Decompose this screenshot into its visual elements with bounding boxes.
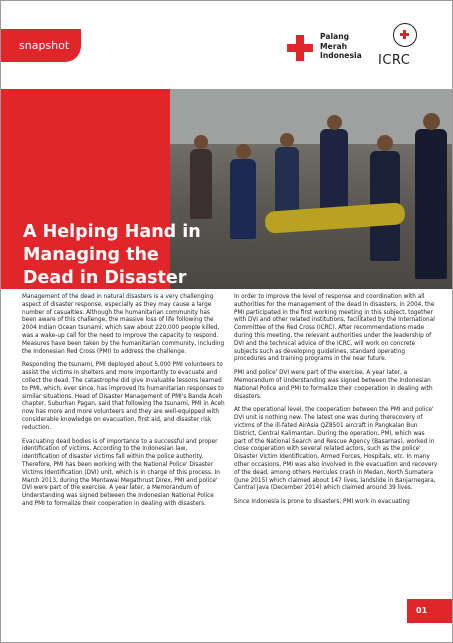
paragraph: Evacuating dead bodies is of importance to a successful and proper identification of victims. According to the Indonesian law, identification of disaster victims fall within the police authority. Therefore, PMI has been working with the National Police' Disaster Victims Identification (DVI) unit, which is in charge of this process. In March 2013, during the Mentawai Megathrust Direx, PMI and police' DVI were part of the exercise. A year later, a Memorandum of Understanding was signed between the Indonesian National Police and PMI to formalize their cooperation in dealing with disasters. [22,438,220,507]
icrc-logo [378,23,434,75]
body-column-left [22,294,226,515]
hero-band [1,89,453,289]
pmi-logo-text: Palang Merah Indonesia [320,32,362,60]
paragraph: Management of the dead in natural disasters is a very challenging aspect of disaster response, especially as they may cause a large number of casualties. Although the humanitarian community has been aware of this challenge, the massive loss of life following the 2004 Indian Ocean tsunami, which saw about 220,000 people killed, was a wake-up call for the need to improve the capacity to respond. Measures have been taken by the humanitarian community, including the Indonesian Red Cross (PMI) to address the challenge. [22,294,225,355]
paragraph: PMI and police' DVI were part of the exercise. A year later, a Memorandum of Understanding was signed between the Indonesian National Police and PMI to formalize their cooperation in dealing with disasters. [234,370,433,400]
icrc-logo-text: ICRC [378,53,411,68]
paragraph: In order to improve the level of response and coordination with all authorities for the management of the dead in disasters, in 2004, the PMI participated in the first working meeting in this subject, together with DVI and other related institutions, facilitated by the International Committee of the Red Cross (ICRC). After recommendations made during this meeting, the relevant authorities under the leadership of DVI and the technical advice of the ICRC, will work on concrete subjects such as developing guidelines, standard operating procedures and training programs in the near future. [234,294,435,363]
body-column-right [234,294,438,513]
red-cross-icon [287,35,313,61]
icrc-emblem-icon [393,23,417,47]
page-number: 01 [407,599,453,623]
paragraph: Since Indonesia is prone to disasters, PMI work in evacuating [234,499,410,506]
page-title: A Helping Hand in Managing the Dead in Disaster [23,222,201,288]
paragraph: Responding the tsunami, PMI deployed about 5,000 PMI volunteers to assist the victims in shelters and more importantly to evacuate and collect the dead. The catastrophe did give invaluable lessons learned to PMI, which, ever since, has improved its humanitarian responses to similar situations. Head of Disaster Management of PMI's Banda Aceh chapter, Suburhan Pagan, said that following the tsunami, PMI in Aceh now has more and more volunteers and they are well-equipped with considerable knowledge on evacuation, first aid, and disaster risk reduction. [22,362,225,431]
snapshot-tab: snapshot [1,29,81,62]
paragraph: At the operational level, the cooperation between the PMI and police' DVI unit is nothing new. The latest one was during therecovery of victims of the ill-fated AirAsia QZ8501 aircraft in Pangkalan Bun District, Central Kalimantan. During the operation, PMI, which was part of the National Search and Rescue Agency (Basarnas), worked in close cooperation with several related actors, such as the police' Disaster Victim Identification, Armed Forces, Hospitals, etc. In many other occasions, PMI was also involved in the evacuation and recovery of the dead, among others Hercules crash in Medan, North Sumatera (June 2015) which claimed about 147 lives, landslide in Banjarnegara, Central Java (December 2014) which claimed around 39 lives. [234,407,438,492]
pmi-logo [287,29,367,69]
